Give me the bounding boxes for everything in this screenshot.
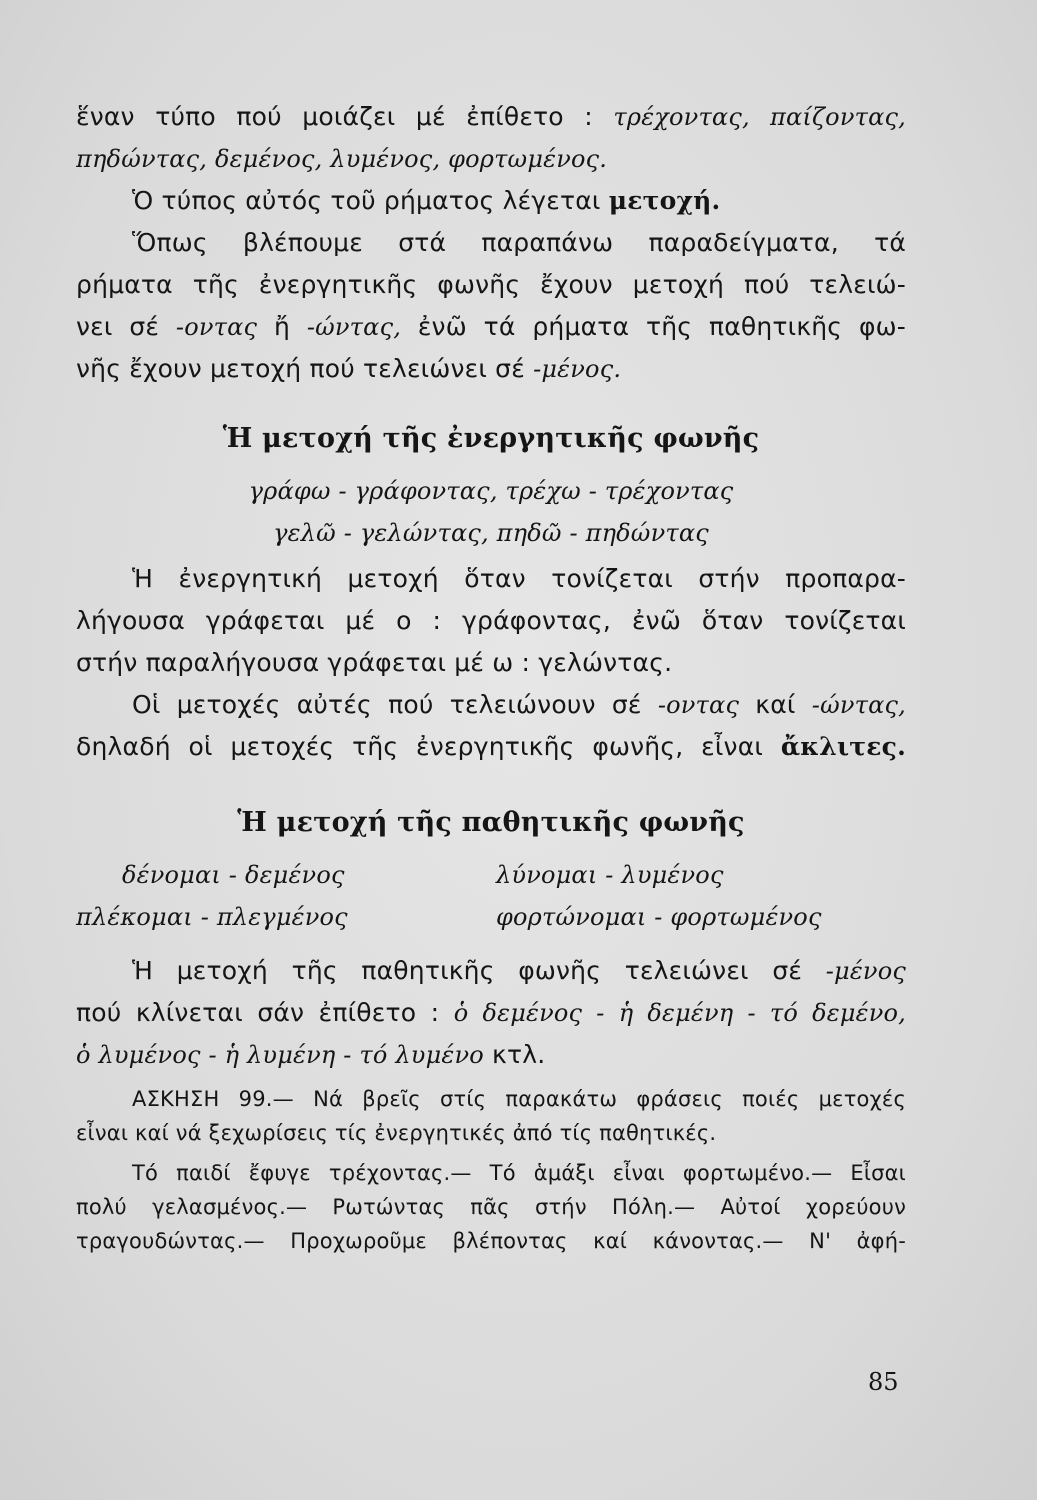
intro-line-4: Ὅπως βλέπουμε στά παραπάνω παραδείγματα, τά [132,228,906,257]
intro-line-5: ρήματα τῆς ἐνεργητικῆς φωνῆς ἔχουν μετοχή πού τελειώ- [76,270,906,299]
term-bold: ἄκλιτες. [780,732,906,761]
intro-line-1 [76,96,906,138]
active-para-line-3: στήν παραλήγουσα γράφεται μέ ω : γελώντας. [76,648,673,677]
passive-para-line-2 [76,992,906,1034]
intro-text: ἤ [257,312,307,341]
exercise-line-4: πολύ γελασμένος.— Ρωτώντας πᾶς στήν Πόλη.— Αὐτοί χορεύουν [76,1195,906,1219]
intro-line-2 [76,138,906,180]
intro-line-7 [76,348,906,390]
passive-example: δένομαι - δεμένος [122,861,345,889]
ending-italic: -οντας [657,691,740,719]
para-text: Οἱ μετοχές αὐτές πού τελειώνουν σέ [132,690,658,719]
example-line-2: γελῶ - γελώντας, πηδῶ - πηδώντας [273,519,709,547]
exercise-line-3: Τό παιδί ἔφυγε τρέχοντας.— Τό ἁμάξι εἶναι φορτωμένο.— Εἶσαι [132,1161,906,1185]
para-text: πού κλίνεται σάν ἐπίθετο : [76,998,454,1027]
exercise-line-1: ΑΣΚΗΣΗ 99.— Νά βρεῖς στίς παρακάτω φράσεις ποιές μετοχές [132,1087,906,1111]
intro-text: νῆς ἔχουν μετοχή πού τελειώνει σέ [76,354,534,383]
exercise-block [76,1082,906,1258]
page-number: 85 [868,1368,899,1396]
declension-italic: ὁ δεμένος - ἡ δεμένη - τό δεμένο, [453,999,906,1027]
para-text: καί [739,690,812,719]
passive-example: πλέκομαι - πλεγμένος [76,903,348,931]
intro-italic: πηδώντας, δεμένος, λυμένος, φορτωμένος. [76,145,608,173]
passive-example: λύνομαι - λυμένος [496,861,724,889]
ending-italic: -ώντας, [306,313,402,341]
exercise-line-5: τραγουδώντας.— Προχωροῦμε βλέποντας καί κάνοντας.— Ν' ἀφή- [76,1229,906,1253]
para-text: Ἡ μετοχή τῆς παθητικῆς φωνῆς τελειώνει σέ [132,956,826,985]
passive-para-line-3 [76,1034,906,1076]
intro-text: Ὁ τύπος αὐτός τοῦ ρήματος λέγεται [132,186,609,215]
passive-examples-row-2 [76,896,906,938]
example-line-1: γράφω - γράφοντας, τρέχω - τρέχοντας [248,477,734,505]
page-text [76,96,906,1258]
heading-passive-participle: Ἡ μετοχή τῆς παθητικῆς φωνῆς [237,807,745,838]
active-para2-line-1 [76,684,906,726]
intro-text: νει σέ [76,312,176,341]
intro-line-6 [76,306,906,348]
active-para-line-1: Ἡ ἐνεργητική μετοχή ὅταν τονίζεται στήν προπαρα- [132,564,906,593]
exercise-line-2: εἶναι καί νά ξεχωρίσεις τίς ἐνεργητικές ἀπό τίς παθητικές. [76,1121,717,1145]
ending-italic: -ώντας, [811,691,906,719]
active-para-line-2: λήγουσα γράφεται μέ ο : γράφοντας, ἐνῶ ὅταν τονίζεται [76,606,906,635]
active-para2-line-2 [76,726,906,768]
declension-italic: ὁ λυμένος - ἡ λυμένη - τό λυμένο [76,1041,484,1069]
passive-example: φορτώνομαι - φορτωμένος [496,903,822,931]
ending-italic: -μένος [825,957,906,985]
intro-text: ἐνῶ τά ρήματα τῆς παθητικῆς φω- [401,312,906,341]
heading-active-participle: Ἡ μετοχή τῆς ἐνεργητικῆς φωνῆς [222,423,760,454]
intro-text: ἕναν τύπο πού μοιάζει μέ ἐπίθετο : [76,102,614,131]
intro-italic: τρέχοντας, παίζοντας, [613,103,906,131]
ending-italic: -μένος. [533,355,622,383]
intro-line-3 [76,180,906,222]
passive-para-line-1 [76,950,906,992]
ending-italic: -οντας [175,313,258,341]
para-text: δηλαδή οἱ μετοχές τῆς ἐνεργητικῆς φωνῆς, εἶναι [76,732,781,761]
term-bold: μετοχή. [608,186,721,215]
passive-examples-row-1 [76,854,906,896]
para-text: κτλ. [483,1040,546,1069]
